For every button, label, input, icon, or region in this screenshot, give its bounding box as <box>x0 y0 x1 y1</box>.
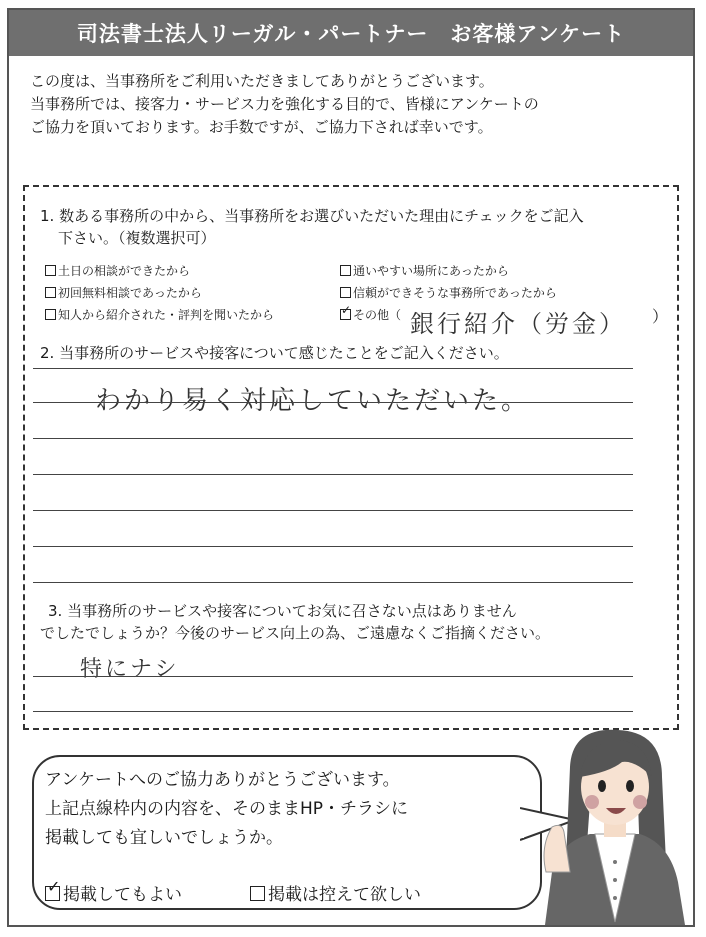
consent-no-option[interactable] <box>250 880 421 905</box>
option-free-consult[interactable] <box>45 284 202 301</box>
question-3 <box>40 600 551 644</box>
staff-illustration <box>540 722 690 925</box>
answer-line <box>33 546 633 547</box>
question-1-line: 下さい。（複数選択可） <box>58 229 216 247</box>
question-2: 2. 当事務所のサービスや接客について感じたことをご記入ください。 <box>40 344 509 362</box>
consent-yes-option[interactable] <box>45 880 182 905</box>
option-label: 初回無料相談であったから <box>58 286 202 300</box>
page-title: 司法書士法人リーガル・パートナー お客様アンケート <box>9 10 693 56</box>
consent-no-label: 掲載は控えて欲しい <box>268 885 421 905</box>
checkbox[interactable] <box>340 265 351 276</box>
checkbox[interactable] <box>45 287 56 298</box>
answer-line <box>33 676 633 677</box>
consent-line: アンケートへのご協力ありがとうございます。 <box>45 770 400 790</box>
option-label: その他（ <box>353 308 402 322</box>
answer-line <box>33 711 633 712</box>
consent-yes-label: 掲載してもよい <box>63 885 182 905</box>
option-location[interactable] <box>340 262 509 279</box>
option-trust[interactable] <box>340 284 557 301</box>
close-paren: ） <box>652 307 669 326</box>
checkbox[interactable] <box>45 265 56 276</box>
other-handwritten-answer: 銀行紹介（労金） <box>410 310 626 338</box>
option-referral[interactable] <box>45 306 274 323</box>
q3-handwritten-answer: 特にナシ <box>80 657 180 682</box>
checkbox[interactable] <box>250 886 265 901</box>
answer-line <box>33 368 633 369</box>
answer-line <box>33 510 633 511</box>
question-3-line: でしたでしょうか？今後のサービス向上の為、ご遠慮なくご指摘ください。 <box>40 624 551 642</box>
option-label: 信頼ができそうな事務所であったから <box>353 286 557 300</box>
option-label: 土日の相談ができたから <box>58 264 191 278</box>
consent-message <box>45 766 408 853</box>
intro-line: ご協力を頂いております。お手数ですが、ご協力下されば幸いです。 <box>30 118 493 136</box>
option-weekend[interactable] <box>45 262 190 279</box>
intro-text <box>30 70 670 139</box>
intro-line: 当事務所では、接客力・サービス力を強化する目的で、皆様にアンケートの <box>30 95 539 113</box>
checkbox[interactable] <box>340 287 351 298</box>
answer-line <box>33 474 633 475</box>
checkbox-checked[interactable] <box>45 886 60 901</box>
question-1-line: 1. 数ある事務所の中から、当事務所をお選びいただいた理由にチェックをご記入 <box>40 207 584 225</box>
answer-line <box>33 582 633 583</box>
checkbox-checked[interactable] <box>340 309 351 320</box>
checkbox[interactable] <box>45 309 56 320</box>
answer-line <box>33 402 633 403</box>
answer-line <box>33 438 633 439</box>
q2-handwritten-answer: わかり易く対応していただいた。 <box>95 386 531 416</box>
consent-line: 掲載しても宜しいでしょうか。 <box>45 828 283 848</box>
question-3-line: 3. 当事務所のサービスや接客についてお気に召さない点はありません <box>48 602 517 620</box>
intro-line: この度は、当事務所をご利用いただきましてありがとうございます。 <box>30 72 494 90</box>
consent-line: 上記点線枠内の内容を、そのままHP・チラシに <box>45 799 409 819</box>
option-label: 通いやすい場所にあったから <box>353 264 509 278</box>
option-label: 知人から紹介された・評判を聞いたから <box>58 308 275 322</box>
option-other[interactable] <box>340 306 401 323</box>
question-1 <box>40 205 584 249</box>
